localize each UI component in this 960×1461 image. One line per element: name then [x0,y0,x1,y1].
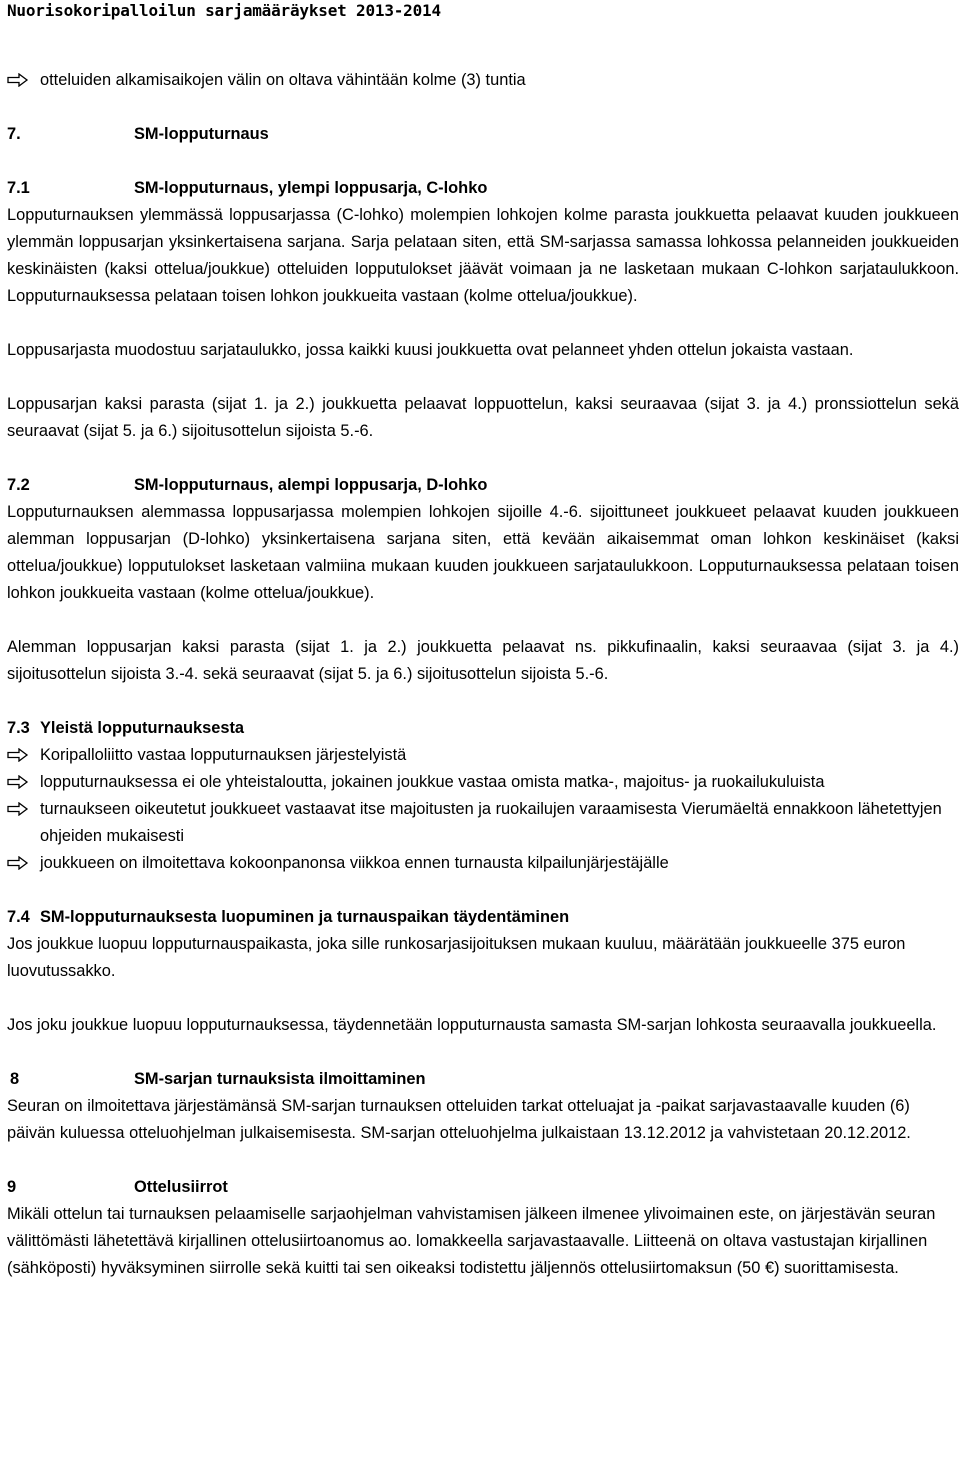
section-title: SM-lopputurnauksesta luopuminen ja turnauspaikan täydentäminen [40,908,570,926]
section-heading-7-1 [7,175,959,202]
paragraph: Loppusarjasta muodostuu sarjataulukko, jossa kaikki kuusi joukkuetta ovat pelanneet yhden ottelun jokaista vastaan. [7,341,854,359]
section-title: SM-lopputurnaus, alempi loppusarja, D-lohko [134,476,488,494]
section-heading-7-2 [7,472,959,499]
paragraph: Lopputurnauksen ylemmässä loppusarjassa (C-lohko) molempien lohkojen kolme parasta joukkuetta pelaavat kuuden joukkueen ylemmän loppusarjan yksinkertaisena sarjana. Sarja pelataan siten, että SM-sarjassa samassa lohkossa pelanneiden joukkueiden keskinäisten (kaksi ottelua/joukkue) otteluiden lopputulokset jäävät voimaan ja ne lasketaan mukaan C-lohkon sarjataulukkoon. Lopputurnauksessa pelataan toisen lohkon joukkueita vastaan (kolme ottelua/joukkue). [7,206,959,305]
document-header-title: Nuorisokoripalloilun sarjamääräykset 2013-2014 [7,1,441,20]
arrow-right-icon [7,742,40,769]
paragraph: Jos joukkue luopuu lopputurnauspaikasta, joka sille runkosarjasijoituksen mukaan kuuluu, määrätään joukkueelle 375 euron luovutussakko. [7,935,906,980]
paragraph: Alemman loppusarjan kaksi parasta (sijat 1. ja 2.) joukkuetta pelaavat ns. pikkufinaalin, kaksi seuraavaa (sijat 3. ja 4.) sijoitusottelun sijoista 3.-4. sekä seuraavat (sijat 5. ja 6.) sijoitusottelun sijoista 5.-6. [7,638,959,683]
bullet-item [7,850,959,877]
section-number: 8 [10,1070,20,1088]
section-heading-7 [7,121,959,148]
bullet-text: Koripalloliitto vastaa lopputurnauksen järjestelyistä [40,746,407,764]
arrow-right-icon [7,850,40,877]
arrow-right-icon [7,769,40,796]
bullet-item [7,67,959,94]
section-number: 7. [7,125,21,143]
section-title: SM-lopputurnaus [134,125,269,143]
bullet-item [7,742,959,769]
section-number: 7.3 [7,719,30,737]
section-title: SM-lopputurnaus, ylempi loppusarja, C-lohko [134,179,488,197]
bullet-text: joukkueen on ilmoitettava kokoonpanonsa viikkoa ennen turnausta kilpailunjärjestäjälle [40,854,669,872]
paragraph: Jos joku joukkue luopuu lopputurnauksessa, täydennetään lopputurnausta samasta SM-sarjan lohkosta seuraavalla joukkueella. [7,1016,937,1034]
bullet-item [7,796,959,850]
arrow-right-icon [7,67,40,94]
section-number: 7.4 [7,908,30,926]
section-heading-7-4 [7,904,959,931]
bullet-text: lopputurnauksessa ei ole yhteistaloutta, jokainen joukkue vastaa omista matka-, majoitus- ja ruokailukuluista [40,773,825,791]
section-number: 7.1 [7,179,30,197]
document-body [7,67,959,1282]
section-title: Yleistä lopputurnauksesta [40,719,245,737]
section-heading-7-3 [7,715,959,742]
section-number: 9 [7,1178,17,1196]
section-title: Ottelusiirrot [134,1178,228,1196]
section-heading-9 [7,1174,959,1201]
section-heading-8 [7,1066,959,1093]
paragraph: Lopputurnauksen alemmassa loppusarjassa molempien lohkojen sijoille 4.-6. sijoittuneet joukkueet pelaavat kuuden joukkueen alemman loppusarjan (D-lohko) yksinkertaisena sarjana siten, että kevään aikaisemmat oman lohkon keskinäiset (kaksi ottelua/joukkue) lopputulokset lasketaan valmiina mukaan kuuden joukkueen sarjataulukkoon. Lopputurnauksessa pelataan toisen lohkon joukkueita vastaan (kolme ottelua/joukkue). [7,503,959,602]
paragraph: Loppusarjan kaksi parasta (sijat 1. ja 2.) joukkuetta pelaavat loppuottelun, kaksi seuraavaa (sijat 3. ja 4.) pronssiottelun sekä seuraavat (sijat 5. ja 6.) sijoitusottelun sijoista 5.-6. [7,395,959,440]
section-number: 7.2 [7,476,30,494]
paragraph: Seuran on ilmoitettava järjestämänsä SM-sarjan turnauksen otteluiden tarkat otteluajat ja -paikat sarjavastaavalle kuuden (6) päivän kuluessa otteluohjelman julkaisemisesta. SM-sarjan otteluohjelma julkaistaan 13.12.2012 ja vahvistetaan 20.12.2012. [7,1097,911,1142]
arrow-right-icon [7,796,40,823]
bullet-item [7,769,959,796]
bullet-text: turnaukseen oikeutetut joukkueet vastaavat itse majoitusten ja ruokailujen varaamisesta Vierumäeltä ennakkoon lähetettyjen ohjeiden mukaisesti [40,800,942,845]
paragraph: Mikäli ottelun tai turnauksen pelaamiselle sarjaohjelman vahvistamisen jälkeen ilmenee ylivoimainen este, on järjestävän seuran välittömästi lähetettävä kirjallinen ottelusiirtoanomus ao. lomakkeella sarjavastaavalle. Liitteenä on oltava vastustajan kirjallinen (sähköposti) hyväksyminen siirrolle sekä kuitti tai sen oikeaksi todistettu jäljennös ottelusiirtomaksun (50 €) suorittamisesta. [7,1205,936,1277]
section-title: SM-sarjan turnauksista ilmoittaminen [134,1070,426,1088]
bullet-text: otteluiden alkamisaikojen välin on oltava vähintään kolme (3) tuntia [40,71,526,89]
